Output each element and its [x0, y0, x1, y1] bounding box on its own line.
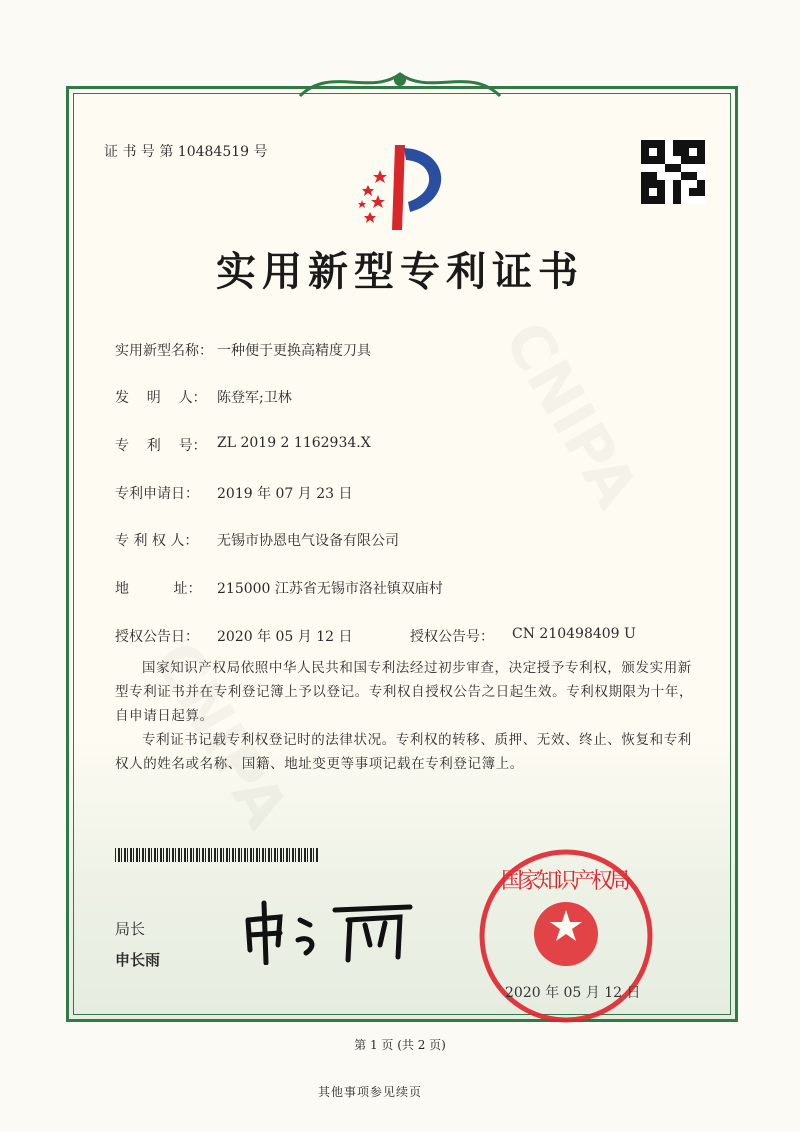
- field-label: 专 利 权 人：: [115, 533, 199, 549]
- seal-date: 2020 年 05 月 12 日: [505, 985, 641, 1001]
- field-value: 无锡市协恩电气设备有限公司: [217, 533, 399, 549]
- ornament-top: [290, 66, 510, 100]
- field-label: 实用新型名称：: [115, 343, 213, 359]
- page-number: 第 1 页 (共 2 页): [354, 1038, 446, 1052]
- certificate-number: 证 书 号 第 10484519 号: [104, 144, 268, 160]
- field-value: 2020 年 05 月 12 日: [217, 629, 353, 645]
- field-patentee: [115, 530, 399, 550]
- field-inventor: [115, 387, 292, 407]
- field-grant-date: [115, 626, 353, 646]
- field-label: 授权公告日：: [115, 629, 199, 645]
- page-title: 实用新型专利证书: [216, 248, 584, 295]
- field-value: CN 210498409 U: [512, 626, 636, 642]
- field-value: 一种便于更换高精度刀具: [217, 343, 371, 359]
- field-label: 专利申请日：: [115, 486, 199, 502]
- field-filing-date: [115, 483, 353, 503]
- barcode: [115, 848, 319, 862]
- field-value: 215000 江苏省无锡市洛社镇双庙村: [217, 581, 443, 597]
- paragraph: 国家知识产权局依照中华人民共和国专利法经过初步审查，决定授予专利权，颁发实用新型专利证书并在专利登记簿上予以登记。专利权自授权公告之日起生效。专利权期限为十年，自申请日起算。: [115, 660, 694, 724]
- body-text: [115, 656, 705, 776]
- field-patent-number: [115, 435, 371, 455]
- qr-code: [641, 140, 705, 204]
- field-value: 2019 年 07 月 23 日: [217, 486, 353, 502]
- field-label: 地 址：: [115, 581, 202, 597]
- field-label: 授权公告号：: [410, 629, 494, 645]
- cnipa-logo: [340, 140, 460, 232]
- signature: [240, 895, 420, 965]
- field-title: [115, 340, 371, 360]
- field-value: ZL 2019 2 1162934.X: [217, 435, 371, 451]
- director-title: 局长: [115, 920, 146, 938]
- field-label: 专 利 号：: [115, 438, 207, 454]
- seal-text: 国家知识产权局: [501, 869, 631, 894]
- field-label: 发 明 人：: [115, 390, 207, 406]
- continued-note: 其他事项参见续页: [318, 1085, 423, 1099]
- director-name: 申长雨: [115, 951, 161, 969]
- field-value: 陈登军;卫林: [217, 390, 292, 406]
- field-address: [115, 578, 443, 598]
- field-announcement-number: [410, 626, 636, 646]
- paragraph: 专利证书记载专利权登记时的法律状况。专利权的转移、质押、无效、终止、恢复和专利权人的姓名或名称、国籍、地址变更等事项记载在专利登记簿上。: [115, 732, 692, 772]
